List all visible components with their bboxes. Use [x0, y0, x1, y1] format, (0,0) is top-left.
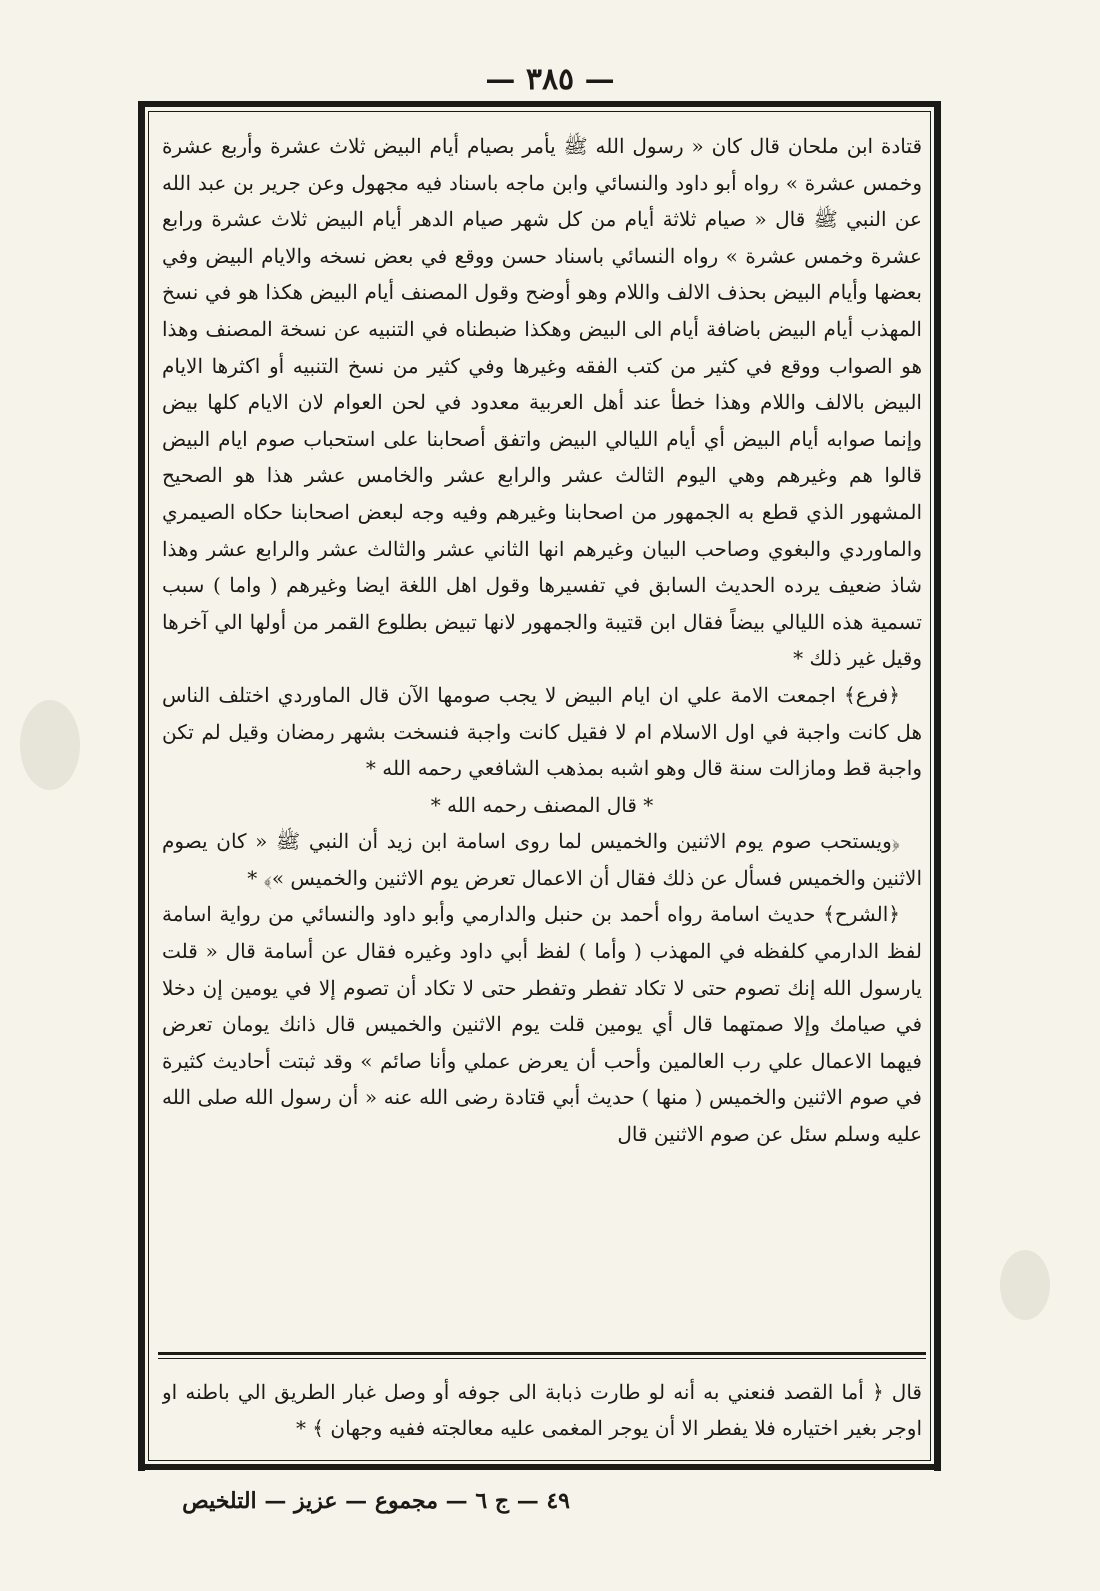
frame-right-border: [934, 101, 941, 1471]
margin-note: [162, 1374, 922, 1454]
paragraph-qala-al-musannif: * قال المصنف رحمه الله *: [430, 792, 654, 817]
paragraph-monday-thursday: ﴿ويستحب صوم يوم الاثنين والخميس لما روى اسامة ابن زيد أن النبي ﷺ « كان يصوم الاثنين والخميس فسأل عن ذلك فقال أن الاعمال تعرض يوم الاثنين والخميس »﴾ *: [162, 829, 922, 890]
paper-stain: [20, 700, 80, 790]
paragraph-sharh: ﴿الشرح﴾ حديث اسامة رواه أحمد بن حنبل والدارمي وأبو داود والنسائي من رواية اسامة لفظ الدارمي كلفظه في المهذب ( وأما ) لفظ أبي داود وغيره فقال عن أسامة قال « قلت يارسول الله إنك تصوم حتى لا تكاد تفطر وتفطر حتى لا تكاد أن تصوم إلا في يومين إن دخلا في صيامك وإلا صمتهما قال أي يومين قلت يوم الاثنين والخميس قال ذانك يومان تعرض فيهما الاعمال علي رب العالمين وأحب أن يعرض عملي وأنا صائم » وقد ثبتت أحاديث كثيرة في صوم الاثنين والخميس ( منها ) حديث أبي قتادة رضى الله عنه « أن رسول الله صلى الله عليه وسلم سئل عن صوم الاثنين قال: [162, 902, 922, 1147]
paragraph-fara: ﴿فرع﴾ اجمعت الامة علي ان ايام البيض لا يجب صومها الآن قال الماوردي اختلف الناس هل كانت واجبة في اول الاسلام ام لا فقيل كانت واجبة فنسخت بشهر رمضان وقيل لم تكن واجبة قط ومازالت سنة قال وهو اشبه بمذهب الشافعي رحمه الله *: [162, 682, 922, 781]
footer-signature: ٤٩ — ج ٦ — مجموع — عزيز — التلخيص: [182, 1488, 570, 1514]
page-number: — ٣٨٥ —: [485, 62, 615, 97]
frame-bottom-border: [138, 1464, 941, 1470]
paper-stain: [1000, 1250, 1050, 1320]
margin-note-text: قال ﴿ أما القصد فنعني به أنه لو طارت ذبابة الى جوفه أو وصل غبار الطريق الي باطنه او اوجر بغير اختياره فلا يفطر الا أن يوجر المغمى عليه معالجته ففيه وجهان ﴾ *: [162, 1380, 922, 1440]
frame-left-border: [138, 101, 145, 1471]
paragraph-ayyam-al-bid: قتادة ابن ملحان قال كان « رسول الله ﷺ يأمر بصيام أيام البيض ثلاث عشرة وأربع عشرة وخمس عشرة » رواه أبو داود والنسائي وابن ماجه باسناد فيه مجهول وعن جرير بن عبد الله عن النبي ﷺ قال « صيام ثلاثة أيام من كل شهر صيام الدهر أيام البيض ثلاث عشرة ورابع عشرة وخمس عشرة » رواه النسائي باسناد حسن ووقع في بعض نسخه والايام البيض وفي بعضها وأيام البيض بحذف الالف واللام وهو أوضح وقول المصنف أيام البيض هكذا هو في نسخ المهذب أيام البيض باضافة أيام الى البيض وهكذا ضبطناه في التنبيه عن نسخة المصنف وهذا هو الصواب ووقع في كثير من كتب الفقه وغيرها وفي كثير من نسخ التنبيه أو اكثرها الايام البيض بالالف واللام وهذا خطأ عند أهل العربية معدود في لحن العوام لان الايام كلها بيض وإنما صوابه أيام البيض أي أيام الليالي البيض واتفق أصحابنا على استحباب صوم ايام البيض قالوا هم وغيرهم وهي اليوم الثالث عشر والرابع عشر والخامس عشر هذا هو الصحيح المشهور الذي قطع به الجمهور من اصحابنا وغيرهم وفيه وجه لبعض اصحابنا حكاه الصيمري والماوردي والبغوي وصاحب البيان وغيرهم انها الثاني عشر والثالث عشر والرابع عشر وهذا شاذ ضعيف يرده الحديث السابق في تفسيرها وقول اهل اللغة ايضا وغيرهم ( واما ) سبب تسمية هذه الليالي بيضاً فقال ابن قتيبة والجمهور لانها تبيض بطلوع القمر من أولها الي آخرها وقيل غير ذلك *: [162, 134, 922, 671]
section-divider-thin: [158, 1358, 926, 1359]
section-divider: [158, 1352, 926, 1355]
frame-top-border: [142, 101, 937, 107]
main-text-body: [162, 128, 922, 1338]
